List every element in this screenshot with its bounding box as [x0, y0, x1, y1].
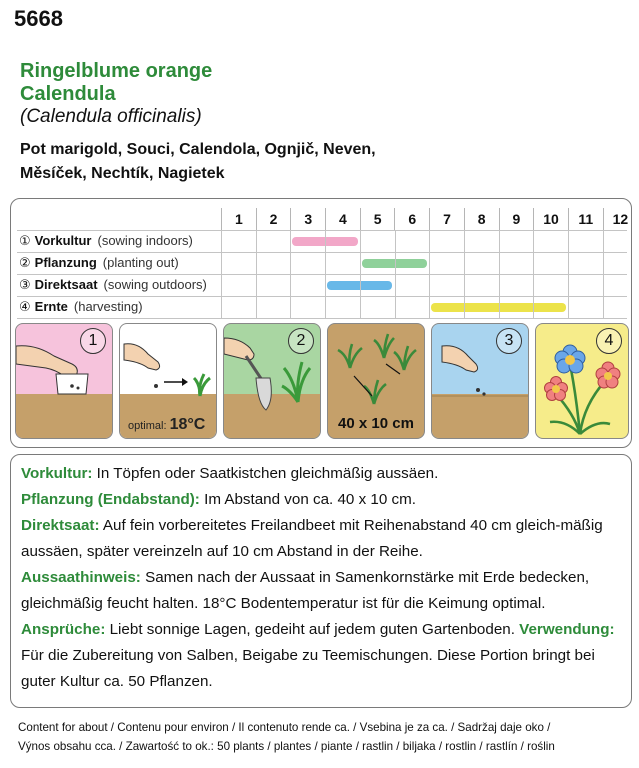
footer-line-2: Výnos obsahu cca. / Zawartość to ok.: 50 plants / plantes / piante / rastlin / biljaka / rostlin / rastlín / roślin [18, 740, 555, 753]
grid-line [17, 230, 627, 231]
plant-names-line-2: Měsíček, Nechtík, Nagietek [20, 165, 225, 182]
row-title: Vorkultur [34, 233, 92, 248]
row-english: (harvesting) [73, 299, 143, 314]
calendar-row-label [19, 252, 179, 274]
step-badge-1: 1 [80, 328, 106, 354]
row-title: Pflanzung [34, 255, 97, 270]
product-code: 5668 [14, 6, 63, 31]
temp-value: 18°C [169, 416, 206, 433]
panel-germination [119, 323, 217, 439]
grid-line [325, 230, 326, 318]
plant-names-translations [20, 138, 420, 186]
calendar-row-label [19, 230, 193, 252]
info-text: Liebt sonnige Lagen, gedeiht auf jedem guten Gartenboden. [105, 621, 515, 638]
month-1: 1 [221, 208, 256, 230]
plant-name-latin: Calendula [20, 83, 116, 105]
grid-line [256, 230, 257, 318]
grid-line [221, 230, 222, 318]
illustration-panels [11, 323, 632, 441]
row-english: (sowing outdoors) [103, 277, 207, 292]
spacing-value: 40 x 10 cm [338, 415, 414, 432]
calendar-row-pflanzung [11, 252, 632, 274]
info-pflanzung [21, 487, 621, 513]
grid-line [290, 230, 291, 318]
month-8: 8 [464, 208, 499, 230]
grid-line [429, 230, 430, 318]
calendar-row-direktsaat [11, 274, 632, 296]
content-footer [18, 718, 628, 756]
row-number: ① [19, 233, 31, 248]
info-text: Im Abstand von ca. 40 x 10 cm. [199, 491, 416, 508]
info-key: Aussaathinweis: [21, 569, 141, 586]
month-11: 11 [568, 208, 603, 230]
botanical-name: (Calendula officinalis) [20, 106, 202, 127]
plant-name-german: Ringelblume orange [20, 60, 213, 82]
footer-line-1: Content for about / Contenu pour environ / Il contenuto rende ca. / Vsebina je za ca. / Sadržaj daje oko / [18, 721, 551, 734]
grid-line [395, 230, 396, 318]
plant-names-line-1: Pot marigold, Souci, Calendola, Ognjič, Neven, [20, 141, 376, 158]
info-key: Ansprüche: [21, 621, 106, 638]
grid-line [360, 230, 361, 318]
info-aussaathinweis [21, 565, 621, 695]
row-title: Ernte [34, 299, 68, 314]
grid-line [499, 230, 500, 318]
sowing-calendar [10, 198, 632, 448]
calendar-row-label [19, 274, 207, 296]
info-key: Vorkultur: [21, 465, 93, 482]
month-9: 9 [499, 208, 534, 230]
info-direktsaat [21, 513, 621, 565]
panel-planting-out [223, 323, 321, 439]
month-5: 5 [360, 208, 395, 230]
info-text: In Töpfen oder Saatkistchen gleichmäßig aussäen. [92, 465, 439, 482]
panel-sowing-indoors [15, 323, 113, 439]
panel-spacing [327, 323, 425, 439]
info-text: Auf fein vorbereitetes Freilandbeet mit Reihenabstand 40 cm gleich-mäßig aussäen, später vereinzeln auf 10 cm Abstand in der Reihe. [21, 517, 603, 560]
temp-label: optimal: [128, 420, 167, 432]
month-7: 7 [429, 208, 464, 230]
month-header-row [221, 208, 632, 230]
grid-line [568, 230, 569, 318]
month-4: 4 [325, 208, 360, 230]
info-text: Samen nach der Aussaat in Samenkornstärke mit Erde bedecken, gleichmäßig feucht halten. 18°C Bodentemperatur ist für die Keimung optimal. [21, 569, 590, 612]
month-6: 6 [394, 208, 429, 230]
month-10: 10 [533, 208, 568, 230]
row-number: ③ [19, 277, 31, 292]
grid-line [603, 230, 604, 318]
row-english: (planting out) [102, 255, 179, 270]
grid-line [464, 230, 465, 318]
info-key: Direktsaat: [21, 517, 100, 534]
month-12: 12 [603, 208, 632, 230]
calendar-row-label [19, 296, 143, 318]
panel-sowing-outdoors [431, 323, 529, 439]
month-3: 3 [290, 208, 325, 230]
panel-harvesting [535, 323, 629, 439]
month-2: 2 [256, 208, 291, 230]
step-badge-4: 4 [596, 328, 622, 354]
info-vorkultur [21, 461, 621, 487]
info-key: Pflanzung (Endabstand): [21, 491, 200, 508]
germination-temperature [128, 416, 205, 434]
info-text: Für die Zubereitung von Salben, Beigabe zu Teemischungen. Diese Portion bringt bei guter Kultur ca. 50 Pflanzen. [21, 647, 595, 690]
row-number: ② [19, 255, 31, 270]
calendar-row-ernte [11, 296, 632, 318]
step-badge-2: 2 [288, 328, 314, 354]
cultivation-info-box [10, 454, 632, 708]
row-english: (sowing indoors) [97, 233, 193, 248]
row-title: Direktsaat [34, 277, 98, 292]
row-number: ④ [19, 299, 31, 314]
calendar-row-vorkultur [11, 230, 632, 252]
info-key: Verwendung: [519, 621, 615, 638]
grid-line [17, 318, 627, 319]
grid-line [533, 230, 534, 318]
step-badge-3: 3 [496, 328, 522, 354]
